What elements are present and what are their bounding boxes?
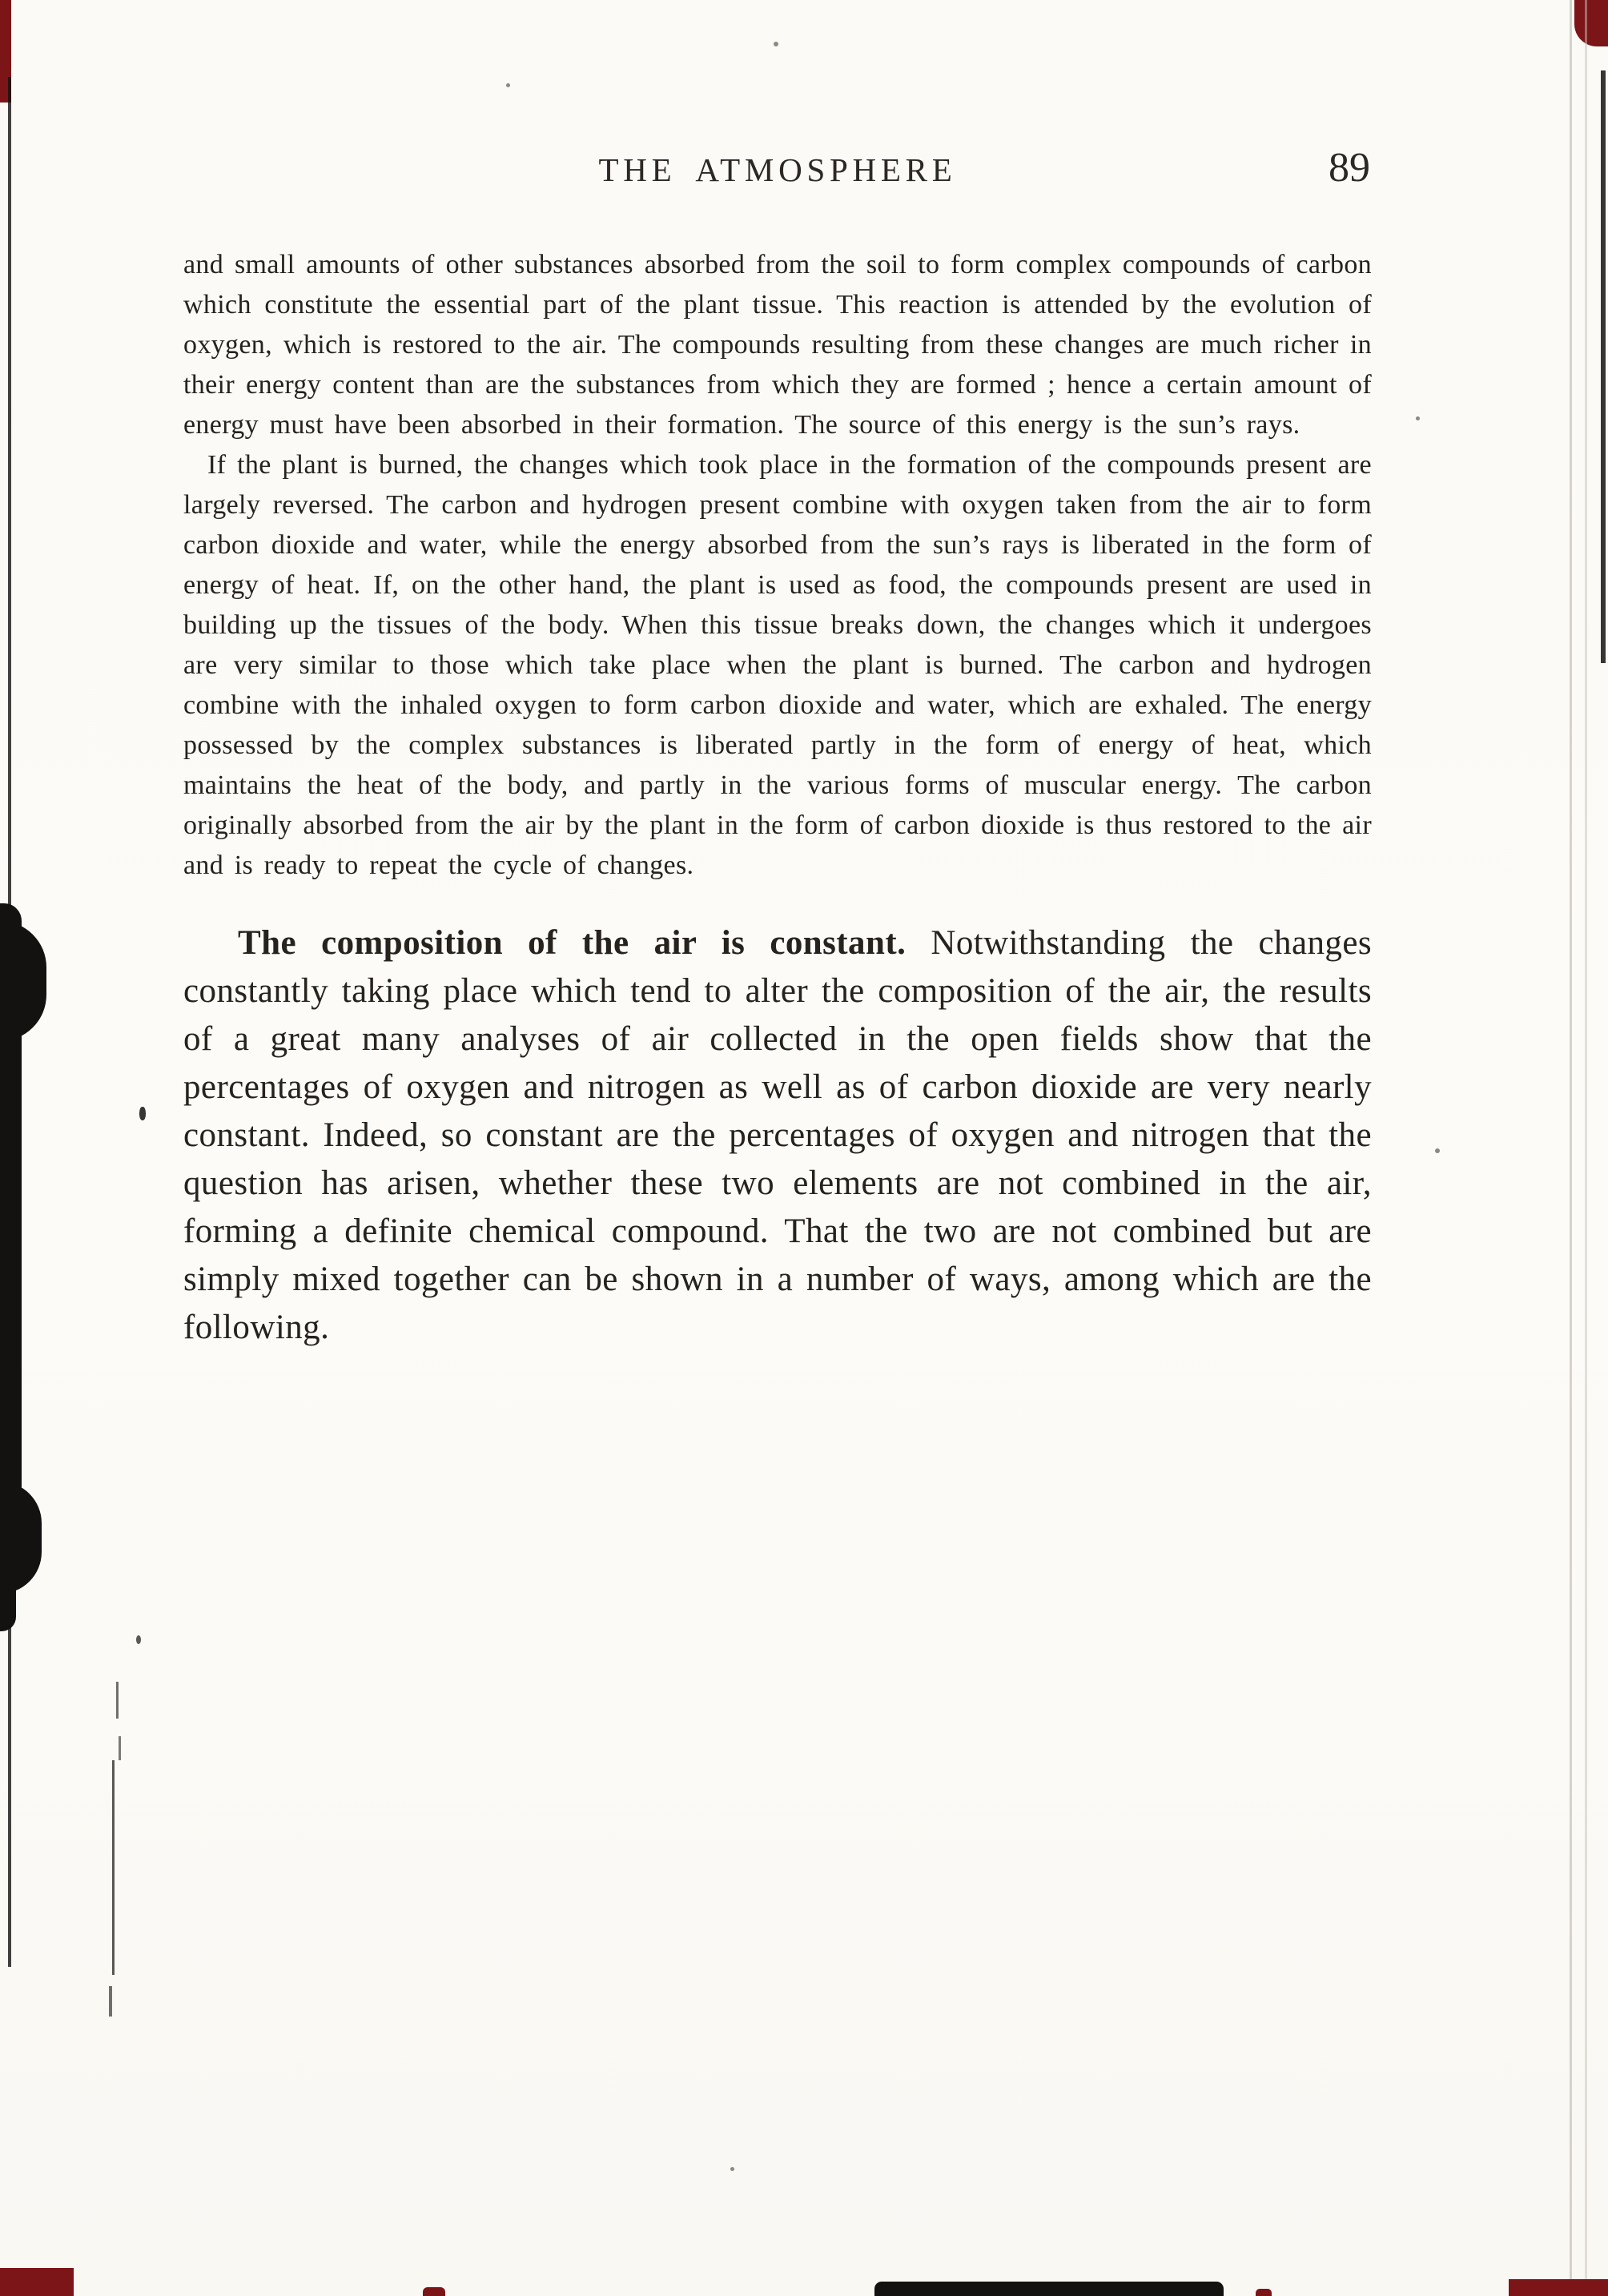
- page-edge-line-right-dark: [1601, 70, 1606, 663]
- paragraph-body-text: Notwithstanding the changes constantly taking place which tend to alter the composition of the air, the results of a great many analyses of air collected in the open fields show that the percentages of oxygen and nitrogen as well as of carbon dioxide are very nearly constant. Indeed, so constant are the percentages of oxygen and nitrogen that the question has arisen, whether these two elements are not combined in the air, forming a definite chemical compound. That the two are not combined but are simply mixed together can be shown in a number of ways, among which are the following.: [183, 924, 1373, 1346]
- binding-red-dot-bottom-2: [1256, 2289, 1272, 2296]
- page-edge-line-right-faint-1: [1570, 0, 1572, 2296]
- ink-blob-left-upper-bump: [0, 921, 46, 1041]
- paper-speck-4: [1435, 1148, 1440, 1153]
- stray-mark-dot: [136, 1635, 141, 1644]
- page-number: 89: [1329, 145, 1370, 191]
- stray-line-left-margin: [112, 1760, 115, 1975]
- page-header: [183, 145, 1372, 207]
- binding-red-dot-bottom-1: [423, 2287, 445, 2296]
- running-title: THE ATMOSPHERE: [598, 151, 957, 188]
- paper-speck-5: [730, 2167, 734, 2171]
- stray-mark-dash-2: [119, 1736, 121, 1760]
- binding-red-mark-bottom-left: [0, 2268, 74, 2296]
- text-block: [183, 245, 1372, 1352]
- paper-speck-2: [506, 83, 510, 87]
- binding-red-mark-bottom-right: [1509, 2279, 1608, 2296]
- stray-mark-apostrophe: [139, 1107, 146, 1120]
- ink-blob-left-lower-bump: [0, 1482, 42, 1594]
- paragraph-composition-constant: [183, 919, 1372, 1352]
- ink-bar-bottom: [874, 2282, 1224, 2296]
- paragraph-plant-burned: If the plant is burned, the changes which took place in the formation of the compounds present are largely reversed. The carbon and hydrogen present combine with oxygen taken from the air to form carbon dioxide and water, while the energy absorbed from the sun’s rays is liberated in the form of energy of heat. If, on the other hand, the plant is used as food, the compounds present are used in building up the tissues of the body. When this tissue breaks down, the changes which it undergoes are very similar to those which take place when the plant is burned. The carbon and hydrogen combine with the inhaled oxygen to form carbon dioxide and water, which are exhaled. The energy possessed by the complex substances is liberated partly in the form of energy of heat, which maintains the heat of the body, and partly in the various forms of muscular energy. The carbon originally absorbed from the air by the plant in the form of carbon dioxide is thus restored to the air and is ready to repeat the cycle of changes.: [183, 450, 1372, 880]
- binding-red-mark-top-right: [1574, 0, 1608, 46]
- paper-speck-1: [774, 42, 778, 46]
- page-edge-line-right-faint-2: [1585, 0, 1587, 2296]
- paper-speck-3: [1416, 416, 1420, 420]
- stray-mark-tick: [109, 1986, 112, 2017]
- stray-mark-dash-1: [116, 1682, 119, 1719]
- paragraph-plant-tissue: and small amounts of other substances absorbed from the soil to form complex compounds of carbon which constitute the essential part of the plant tissue. This reaction is attended by the evolution of oxygen, which is restored to the air. The compounds resulting from these changes are much richer in their energy content than are the substances from which they are formed ; hence a certain amount of energy must have been absorbed in their formation. The source of this energy is the sun’s rays.: [183, 250, 1372, 440]
- ink-blob-left-tail: [0, 1590, 16, 1631]
- paragraph-bold-lead: The composition of the air is constant.: [238, 924, 907, 962]
